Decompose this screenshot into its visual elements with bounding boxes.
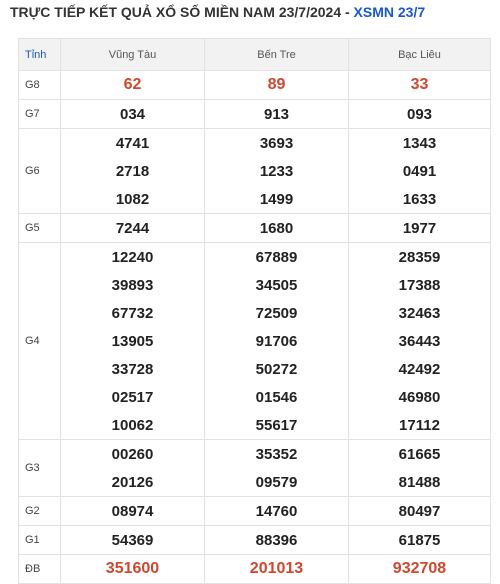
prize-number: 50272: [205, 355, 349, 383]
prize-number: 42492: [349, 355, 491, 383]
table-row: [19, 355, 491, 383]
prize-number: 28359: [349, 243, 491, 272]
prize-number: 034: [61, 100, 205, 129]
prize-number: 201013: [205, 555, 349, 584]
prize-number: 91706: [205, 327, 349, 355]
column-header-province[interactable]: Bến Tre: [205, 39, 349, 71]
title-link[interactable]: XSMN 23/7: [353, 4, 426, 20]
prize-number: 81488: [349, 468, 491, 497]
prize-label: G4: [19, 243, 61, 440]
table-header-row: [19, 39, 491, 71]
prize-number: 61875: [349, 526, 491, 555]
prize-number: 913: [205, 100, 349, 129]
prize-number: 09579: [205, 468, 349, 497]
prize-number: 35352: [205, 440, 349, 469]
table-row: [19, 555, 491, 584]
prize-number: 1233: [205, 157, 349, 185]
prize-number: 17112: [349, 411, 491, 440]
prize-number: 351600: [61, 555, 205, 584]
results-table: [18, 38, 491, 584]
prize-number: 34505: [205, 271, 349, 299]
prize-number: 1343: [349, 129, 491, 158]
prize-number: 36443: [349, 327, 491, 355]
table-row: [19, 129, 491, 158]
table-row: [19, 411, 491, 440]
table-row: [19, 214, 491, 243]
table-row: [19, 100, 491, 129]
prize-number: 00260: [61, 440, 205, 469]
prize-number: 7244: [61, 214, 205, 243]
column-header-tinh: Tỉnh: [19, 39, 61, 71]
prize-number: 1633: [349, 185, 491, 214]
prize-number: 02517: [61, 383, 205, 411]
prize-number: 01546: [205, 383, 349, 411]
table-row: [19, 526, 491, 555]
table-row: [19, 271, 491, 299]
prize-number: 89: [205, 71, 349, 100]
prize-label: G5: [19, 214, 61, 243]
prize-number: 55617: [205, 411, 349, 440]
prize-label: G6: [19, 129, 61, 214]
prize-number: 1977: [349, 214, 491, 243]
prize-number: 1680: [205, 214, 349, 243]
prize-number: 2718: [61, 157, 205, 185]
prize-number: 0491: [349, 157, 491, 185]
table-row: [19, 299, 491, 327]
prize-number: 14760: [205, 497, 349, 526]
table-row: [19, 185, 491, 214]
prize-number: 33: [349, 71, 491, 100]
prize-label: G3: [19, 440, 61, 497]
prize-label: G8: [19, 71, 61, 100]
prize-number: 62: [61, 71, 205, 100]
prize-number: 932708: [349, 555, 491, 584]
prize-label: G2: [19, 497, 61, 526]
page-title: [10, 4, 490, 24]
prize-number: 093: [349, 100, 491, 129]
table-row: [19, 440, 491, 469]
prize-label: ĐB: [19, 555, 61, 584]
column-header-province[interactable]: Vũng Tàu: [61, 39, 205, 71]
prize-number: 33728: [61, 355, 205, 383]
prize-number: 3693: [205, 129, 349, 158]
table-row: [19, 468, 491, 497]
prize-number: 08974: [61, 497, 205, 526]
table-row: [19, 497, 491, 526]
table-row: [19, 243, 491, 272]
prize-number: 12240: [61, 243, 205, 272]
prize-number: 67889: [205, 243, 349, 272]
prize-number: 1082: [61, 185, 205, 214]
prize-number: 61665: [349, 440, 491, 469]
table-row: [19, 383, 491, 411]
prize-number: 39893: [61, 271, 205, 299]
results-body: [19, 71, 491, 584]
prize-number: 4741: [61, 129, 205, 158]
prize-number: 67732: [61, 299, 205, 327]
prize-number: 80497: [349, 497, 491, 526]
table-row: [19, 327, 491, 355]
title-text: TRỰC TIẾP KẾT QUẢ XỔ SỐ MIỀN NAM 23/7/2024 -: [10, 4, 350, 20]
table-row: [19, 71, 491, 100]
prize-number: 54369: [61, 526, 205, 555]
prize-number: 1499: [205, 185, 349, 214]
prize-number: 46980: [349, 383, 491, 411]
prize-number: 20126: [61, 468, 205, 497]
prize-label: G7: [19, 100, 61, 129]
prize-number: 13905: [61, 327, 205, 355]
prize-number: 88396: [205, 526, 349, 555]
prize-label: G1: [19, 526, 61, 555]
prize-number: 10062: [61, 411, 205, 440]
prize-number: 17388: [349, 271, 491, 299]
prize-number: 32463: [349, 299, 491, 327]
prize-number: 72509: [205, 299, 349, 327]
table-row: [19, 157, 491, 185]
column-header-province[interactable]: Bạc Liêu: [349, 39, 491, 71]
